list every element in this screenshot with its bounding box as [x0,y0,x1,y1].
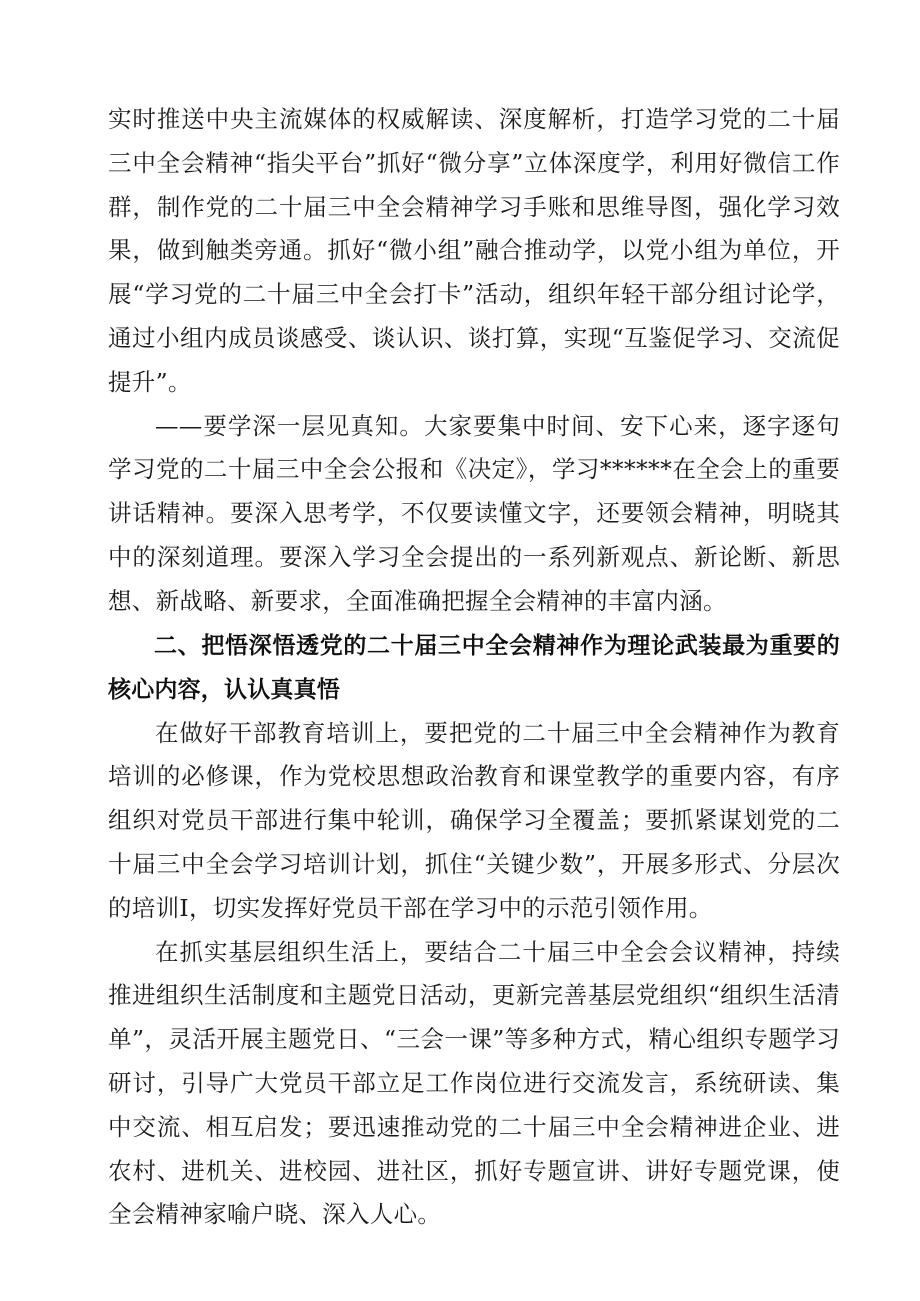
paragraph-media-platform: 实时推送中央主流媒体的权威解读、深度解析，打造学习党的二十届三中全会精神“指尖平台”抓好“微分享”立体深度学，利用好微信工作群，制作党的二十届三中全会精神学习手账和思维导图，强化学习效果，做到触类旁通。抓好“微小组”融合推动学，以党小组为单位，开展“学习党的二十届三中全会打卡”活动，组织年轻干部分组讨论学，通过小组内成员谈感受、谈认识、谈打算，实现“互鉴促学习、交流促提升”。 [108,105,840,396]
document-page [108,98,840,1237]
section-heading-two: 二、把悟深悟透党的二十届三中全会精神作为理论武装最为重要的核心内容，认认真真悟 [108,632,840,703]
paragraph-study-deeper: ——要学深一层见真知。大家要集中时间、安下心来，逐字逐句学习党的二十届三中全会公报和《决定》，学习******在全会上的重要讲话精神。要深入思考学，不仅要读懂文字，还要领会精神，明晓其中的深刻道理。要深入学习全会提出的一系列新观点、新论断、新思想、新战略、新要求，全面准确把握全会精神的丰富内涵。 [108,411,840,615]
paragraph-cadre-training: 在做好干部教育培训上，要把党的二十届三中全会精神作为教育培训的必修课，作为党校思想政治教育和课堂教学的重要内容，有序组织对党员干部进行集中轮训，确保学习全覆盖；要抓紧谋划党的二十届三中全会学习培训计划，抓住“关键少数”，开展多形式、分层次的培训I，切实发挥好党员干部在学习中的示范引领作用。 [108,718,840,922]
paragraph-grassroots-organization: 在抓实基层组织生活上，要结合二十届三中全会会议精神，持续推进组织生活制度和主题党日活动，更新完善基层党组织“组织生活清单”，灵活开展主题党日、“三会一课”等多种方式，精心组织专题学习研讨，引导广大党员干部立足工作岗位进行交流发言，系统研读、集中交流、相互启发；要迅速推动党的二十届三中全会精神进企业、进农村、进机关、进校园、进社区，抓好专题宣讲、讲好专题党课，使全会精神家喻户晓、深入人心。 [108,937,840,1229]
